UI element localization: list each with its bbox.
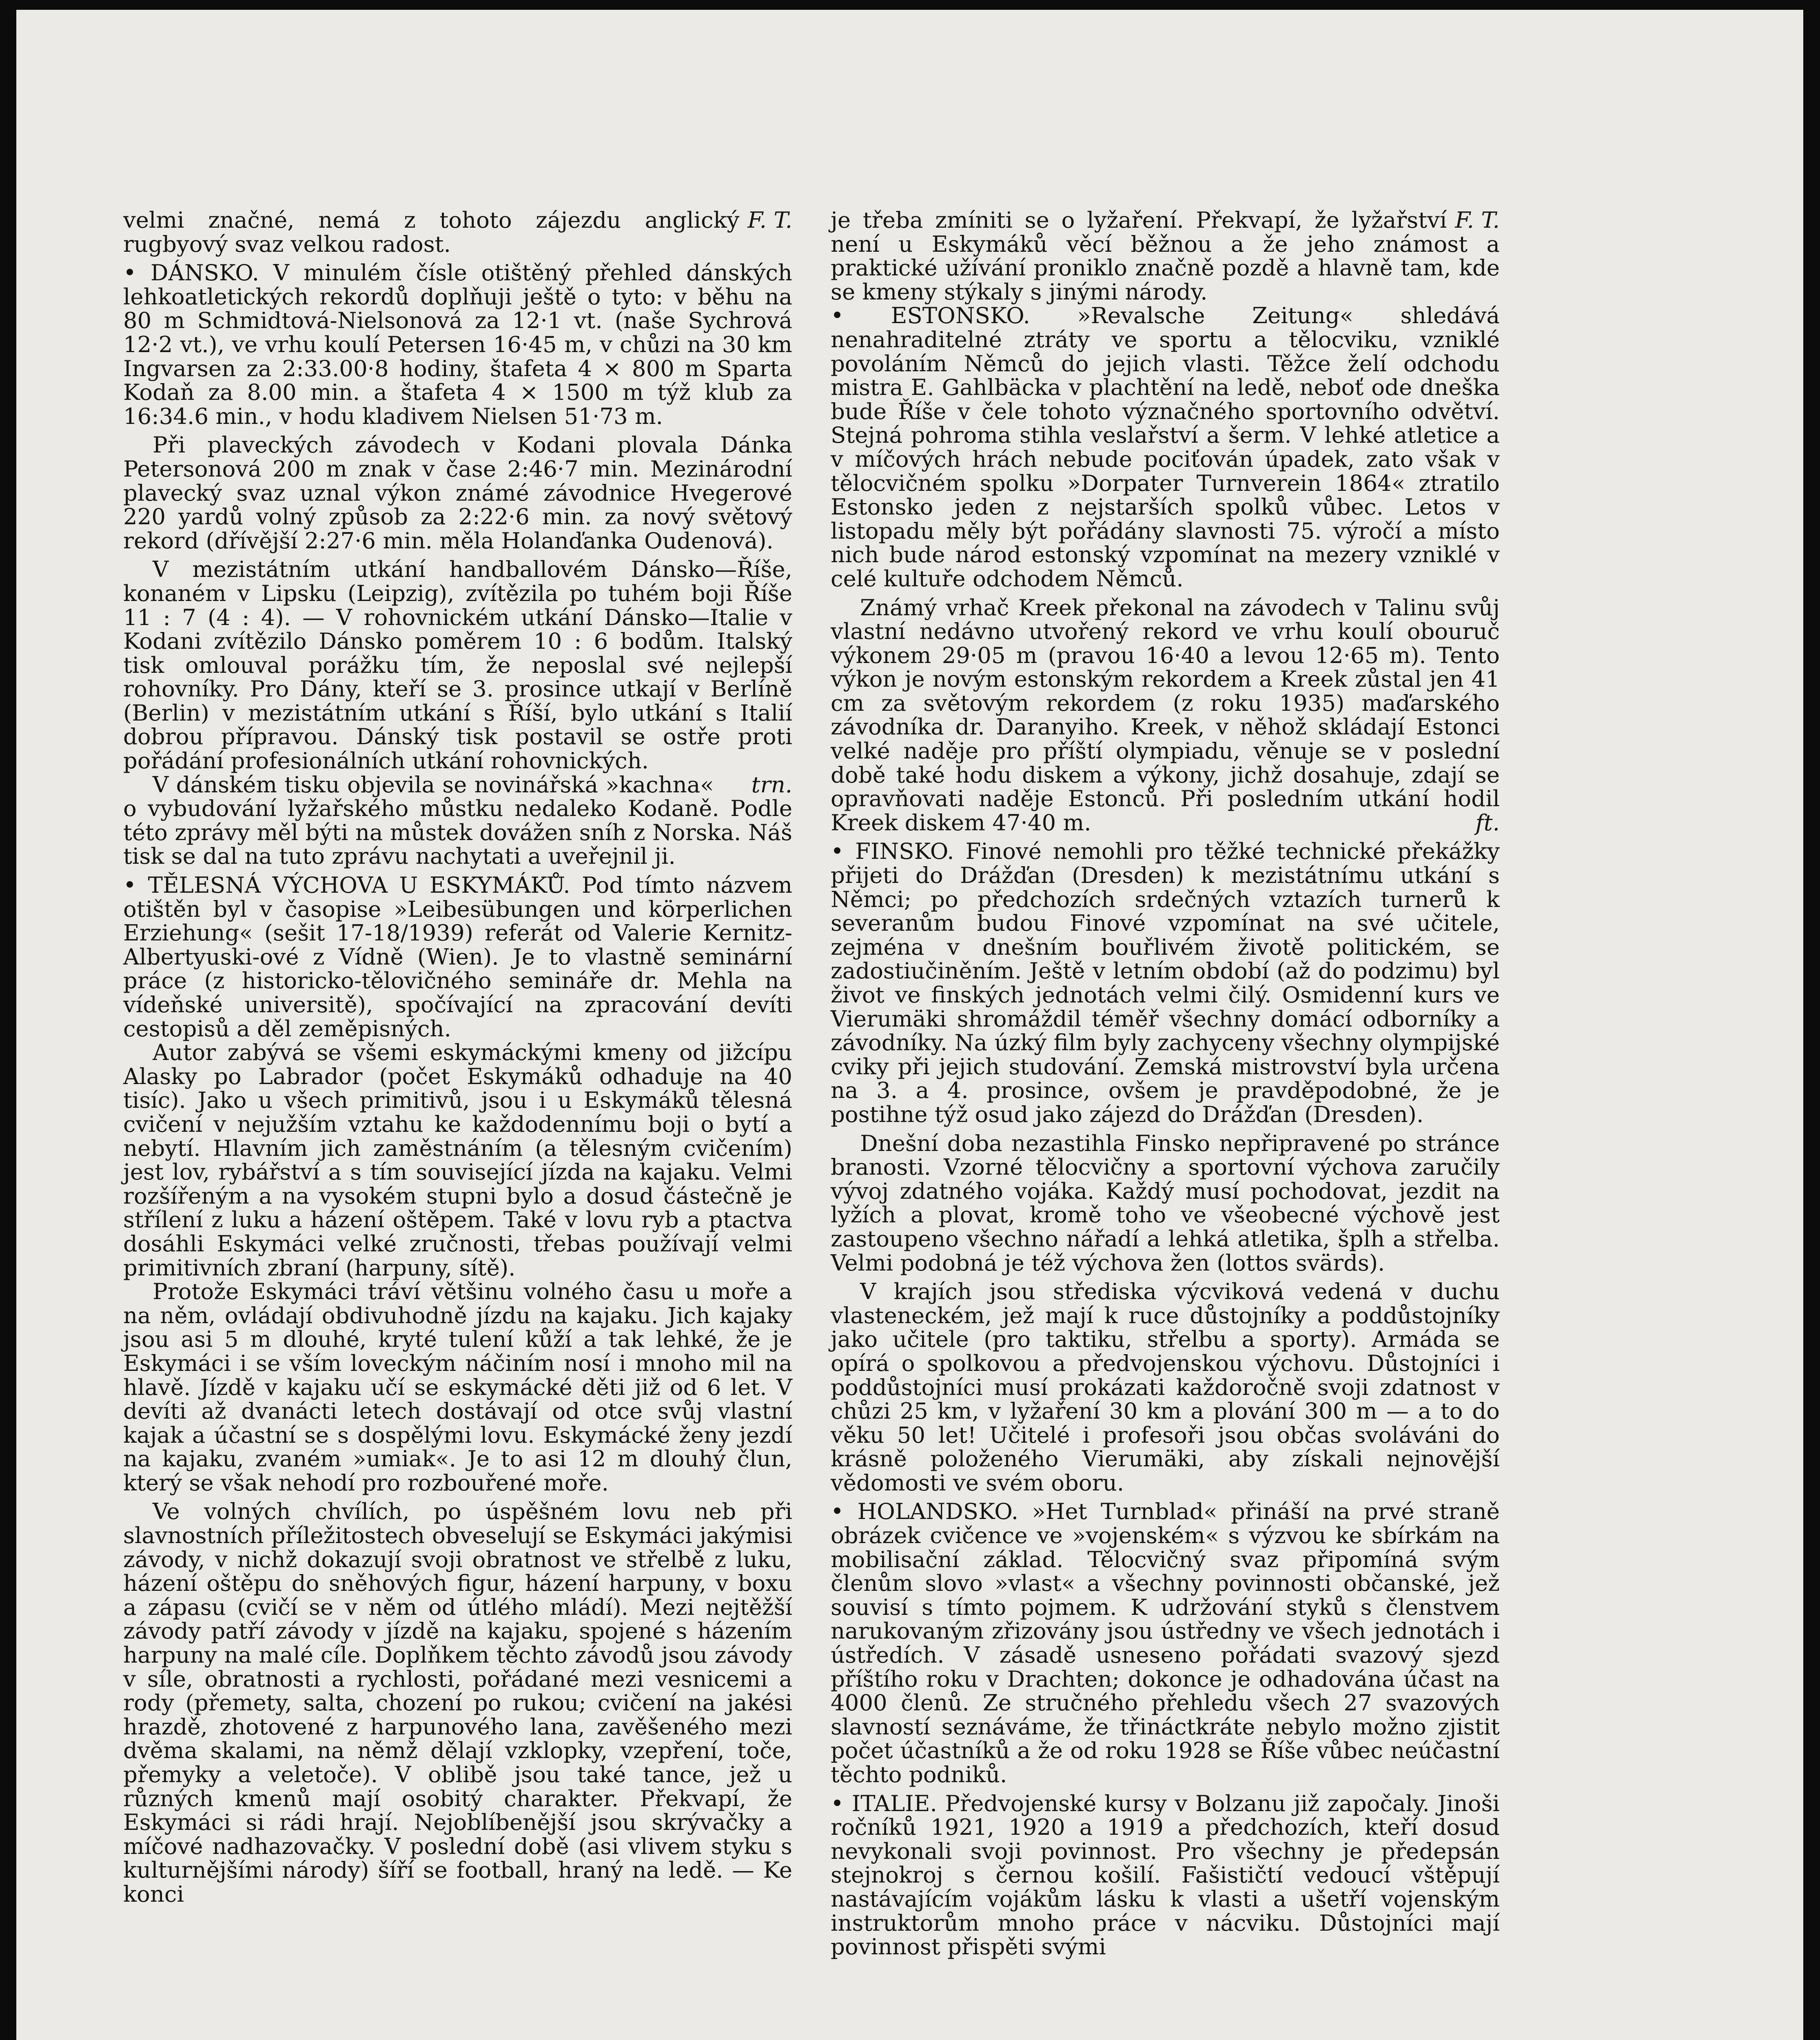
paragraph-italie: • ITALIE. Předvojenské kursy v Bolzanu již započaly. Jinoši ročníků 1921, 1920 a 1919 a předchozích, kteří dosud nevykonali svoji povinnost. Pro všechny je předepsán stejnokroj s černou košilí. Fašističtí vedoucí vštěpují nastávajícím vojákům lásku k vlasti a ušetří vojenským instruktorům mnoho práce v nácviku. Důstojníci mají povinnost přispěti svými <box>831 1790 1500 1960</box>
magazine-page <box>16 10 1803 2040</box>
paragraph-estonsko: • ESTONSKO. »Revalsche Zeitung« shledává nenahraditelné ztráty ve sportu a tělocviku, vzniklé povoláním Němců do jejich vlasti. Těžce želí odchodu mistra E. Gahlbäcka v plachtění na ledě, neboť ode dneška bude Říše v čele tohoto význačného sportovního odvětví. Stejná pohroma stihla veslařství a šerm. V lehké atletice a v míčových hrách nebude pociťován úpadek, zato však v tělocvičném spolku »Dorpater Turnverein 1864« ztratilo Estonsko jeden z nejstarších spolků vůbec. Letos v listopadu měly být pořádány slavnosti 75. výročí a místo nich bude národ estonský vzpomínat na mezery vzniklé v celé kultuře odchodem Němců. <box>831 302 1500 592</box>
paragraph: Při plaveckých závodech v Kodani plovala Dánka Petersonová 200 m znak v čase 2:46·7 min. Mezinárodní plavecký svaz uznal výkon známé závodnice Hvegerové 220 yardů volný způsob za 2:22·6 min. za nový světový rekord (dřívější 2:27·6 min. měla Holanďanka Oudenová). <box>123 432 792 554</box>
paragraph-eskymaci: • TĚLESNÁ VÝCHOVA U ESKYMÁKŮ. Pod tímto názvem otištěn byl v časopise »Leibesübungen und körperlichen Erziehung« (sešit 17-18/1939) referát od Valerie Kernitz-Albertyuski-ové z Vídně (Wien). Je to vlastně seminární práce (z historicko-tělovičného semináře dr. Mehla na vídeňské universitě), spočívající na zpracování devíti cestopisů a děl zeměpisných. <box>123 872 792 1042</box>
paragraph: V mezistátním utkání handballovém Dánsko—Říše, konaném v Lipsku (Leipzig), zvítězila po tuhém boji Říše 11 : 7 (4 : 4). — V rohovnickém utkání Dánsko—Italie v Kodani zvítězilo Dánsko poměrem 10 : 6 bodům. Italský tisk omlouval porážku tím, že neposlal své nejlepší rohovníky. Pro Dány, kteří se 3. prosince utkají v Berlíně (Berlin) v mezistátním utkání s Říší, bylo utkání s Italií dobrou přípravou. Dánský tisk postavil se ostře proti pořádání profesionálních utkání rohovnických. <box>123 556 792 774</box>
right-column <box>831 208 1500 1959</box>
author-signature: trn. <box>751 771 792 798</box>
paragraph: Ve volných chvílích, po úspěšném lovu neb při slavnostních příležitostech obveselují se Eskymáci jakýmisi závody, v nichž dokazují svoji obratnost ve střelbě z luku, házení oštěpu do sněhových figur, házení harpuny, v boxu a zápasu (cvičí se v něm od útlého mládí). Mezi nejtěžší závody patří závody v jízdě na kajaku, spojené s házením harpuny na malé cíle. Doplňkem těchto závodů jsou závody v síle, obratnosti a rychlosti, pořádané mezi vesnicemi a rody (přemety, salta, chození po rukou; cvičení na jakési hrazdě, zhotovené z harpunového lana, zavěšeného mezi dvěma skalami, na němž dělají vzklopky, vzepření, toče, přemyky a veletoče). V oblibě jsou také tance, jež u různých kmenů mají osobitý charakter. Překvapí, že Eskymáci si rádi hrají. Nejoblíbenější jsou skrývačky a míčové nadhazovačky. V poslední době (asi vlivem styku s kulturnějšími národy) šíří se football, hraný na ledě. — Ke konci <box>123 1498 792 1907</box>
paragraph: Autor zabývá se všemi eskymáckými kmeny od jižcípu Alasky po Labrador (počet Eskymáků odhaduje na 40 tisíc). Jako u všech primitivů, jsou i u Eskymáků tělesná cvičení v nejužším vztahu ke každodennímu boji o bytí a nebytí. Hlavním jich zaměstnáním (a tělesným cvičením) jest lov, rybářství a s tím související jízda na kajaku. Velmi rozšířeným a na vysokém stupni bylo a dosud částečně je střílení z luku a házení oštěpem. Také v lovu ryb a ptactva dosáhli Eskymáci velké zručnosti, třebas používají velmi primitivních zbraní (harpuny, sítě). <box>123 1039 792 1281</box>
paragraph-dansko: • DÁNSKO. V minulém čísle otištěný přehled dánských lehkoatletických rekordů doplňuji ještě o tyto: v běhu na 80 m Schmidtová-Nielsonová za 12·1 vt. (naše Sychrová 12·2 vt.), ve vrhu koulí Petersen 16·45 m, v chůzi na 30 km Ingvarsen za 2:33.00·8 hodiny, štafeta 4 × 800 m Sparta Kodaň za 8.00 min. a štafeta 4 × 1500 m týž klub za 16:34.6 min., v hodu kladivem Nielsen 51·73 m. <box>123 259 792 429</box>
paragraph-holandsko: • HOLANDSKO. »Het Turnblad« přináší na prvé straně obrázek cvičence ve »vojenském« s výzvou ke sbírkám na mobilisační základ. Tělocvičný svaz připomíná svým členům slovo »vlast« a všechny povinnosti občanské, jež souvisí s tímto pojmem. K udržování styků s členstvem narukovaným zřizovány jsou ústředny ve všech jednotách i ústředích. V zásadě usneseno pořádati svazový sjezd příštího roku v Drachten; dokonce je odhadována účast na 4000 členů. Ze stručného přehledu všech 27 svazových slavností seznáváme, že třináctkráte nebylo možno zjistit počet účastníků a že od roku 1928 se Říše vůbec neúčastní těchto podniků. <box>831 1498 1500 1787</box>
author-signature: ft. <box>1475 809 1500 836</box>
paragraph: Dnešní doba nezastihla Finsko nepřipravené po stránce branosti. Vzorné tělocvičny a sportovní výchova zaručily vývoj zdatného vojáka. Každý musí pochodovat, jezdit na lyžích a plovat, kromě toho ve všeobecné výchově jest zastoupeno všechno nářadí a lehká atletika, šplh a střelba. Velmi podobná je též výchova žen (lottos svärds). <box>831 1130 1500 1276</box>
paragraph: F. T. velmi značné, nemá z tohoto zájezdu anglický rugbyový svaz velkou radost. <box>123 207 792 257</box>
paragraph: Známý vrhač Kreek překonal na závodech v Talinu svůj vlastní nedávno utvořený rekord ve vrhu koulí obouruč výkonem 29·05 m (pravou 16·40 a levou 12·65 m). Tento výkon je novým estonským rekordem a Kreek zůstal jen 41 cm za světovým rekordem (z roku 1935) maďarského závodníka dr. Daranyiho. Kreek, v něhož skládají Estonci velké naděje pro příští olympiadu, věnuje se v poslední době také hodu diskem a výkony, jichž dosahuje, zdají se opravňovati naděje Estonců. Při posledním utkání hodil Kreek diskem 47·40 m. ft. <box>831 594 1500 836</box>
left-column <box>123 208 792 1906</box>
author-signature: F. T. <box>747 207 792 233</box>
paragraph-finsko: • FINSKO. Finové nemohli pro těžké technické překážky přijeti do Drážďan (Dresden) k mezistátnímu utkání s Němci; po předchozích srdečných vztazích turnerů k severanům budou Finové vzpomínat na své učitele, zejména v dnešním bouřlivém životě politickém, se zadostiučiněním. Ještě v letním období (až do podzimu) byl život ve finských jednotách velmi čilý. Osmidenní kurs ve Vierumäki shromáždil téměř všechny domácí odborníky a závodníky. Na úzký film byly zachyceny všechny olympijské cviky při jejich studování. Zemská mistrovství byla určena na 3. a 4. prosince, ovšem je pravděpodobné, že je postihne týž osud jako zájezd do Drážďan (Dresden). <box>831 838 1500 1127</box>
paragraph: trn. V dánském tisku objevila se novinářská »kachna« o vybudování lyžařského můstku nedaleko Kodaně. Podle této zprávy měl býti na můstek dovážen sníh z Norska. Náš tisk se dal na tuto zprávu nachytati a uveřejnil ji. <box>123 771 792 869</box>
author-signature: F. T. <box>1455 207 1500 233</box>
paragraph: F. T. je třeba zmíniti se o lyžaření. Překvapí, že lyžařství není u Eskymáků věcí běžnou a že jeho známost a praktické užívání proniklo značně pozdě a hlavně tam, kde se kmeny stýkaly s jinými národy. <box>831 207 1500 305</box>
paragraph: V krajích jsou střediska výcviková vedená v duchu vlasteneckém, jež mají k ruce důstojníky a poddůstojníky jako učitele (pro taktiku, střelbu a sporty). Armáda se opírá o spolkovou a předvojenskou výchovu. Důstojníci i poddůstojníci musí prokázati každoročně svoji zdatnost v chůzi 25 km, v lyžaření 30 km a plování 300 m — a to do věku 50 let! Učitelé i profesoři jsou občas svoláváni do krásně položeného Vierumäki, aby získali nejnovější vědomosti ve svém oboru. <box>831 1278 1500 1496</box>
paragraph: Protože Eskymáci tráví většinu volného času u moře a na něm, ovládají obdivuhodně jízdu na kajaku. Jich kajaky jsou asi 5 m dlouhé, kryté tulení kůží a tak lehké, že je Eskymáci i se vším loveckým náčiním nosí i mnoho mil na hlavě. Jízdě v kajaku učí se eskymácké děti již od 6 let. V devíti až dvanácti letech dostávají od otce svůj vlastní kajak a účastní se s dospělými lovu. Eskymácké ženy jezdí na kajaku, zvaném »umiak«. Je to asi 12 m dlouhý člun, který se však nehodí pro rozbouřené moře. <box>123 1278 792 1496</box>
